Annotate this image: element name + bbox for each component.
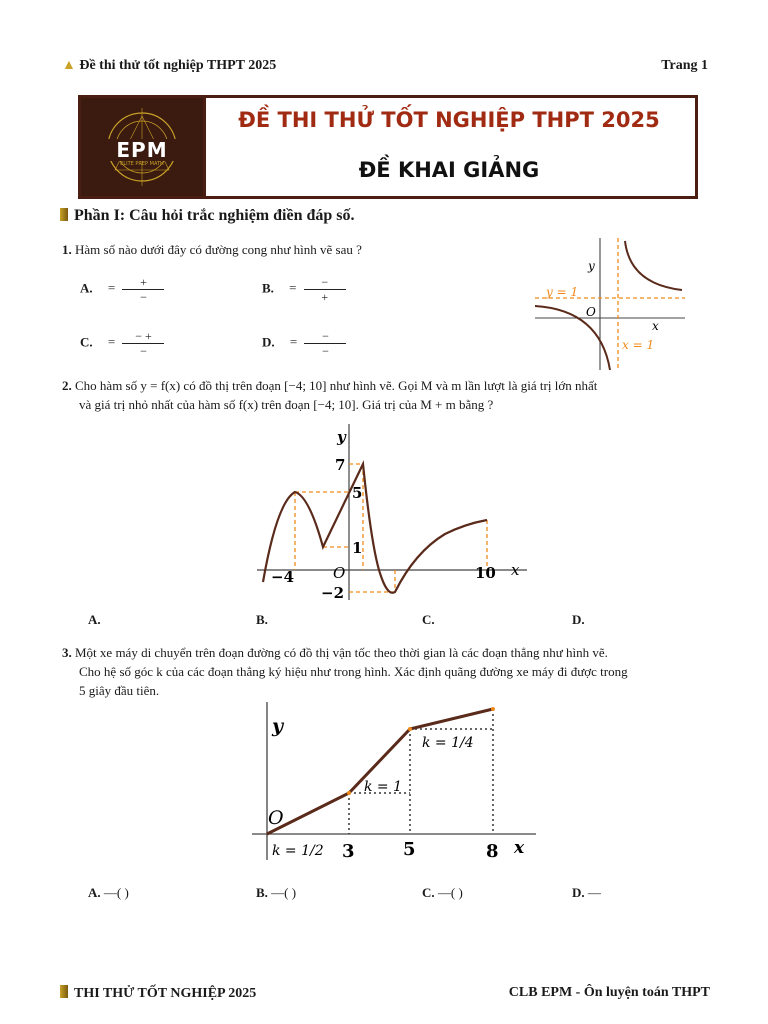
q3-option-a[interactable]: A. —( ) [88, 885, 129, 900]
q3-option-b[interactable]: B. —( ) [256, 885, 297, 900]
q3-tick-8: 8 [486, 841, 499, 862]
q3-x-label: x [514, 838, 525, 858]
logo-subtext: ELITE PREP MATH [120, 161, 164, 167]
page-footer-left: THI THỬ TỐT NGHIỆP 2025 [60, 985, 256, 1002]
footer-bullet-icon [60, 985, 68, 998]
q2-option-a[interactable]: A. [88, 612, 101, 627]
title-banner [78, 95, 698, 199]
question-1: 1. Hàm số nào dưới đây có đường cong như hình vẽ sau ? [62, 242, 362, 257]
question-3: 3. Một xe máy di chuyển trên đoạn đường có đồ thị vận tốc theo thời gian là các đoạn thẳng như hình vẽ. Cho hệ số góc k của các đoạn thẳng ký hiệu như trong hình. Xác định quãng đường xe máy đi được trong 5 giây đầu tiên. [62, 645, 628, 698]
section-bullet-icon [60, 208, 68, 221]
q1-y-label: y [588, 259, 595, 273]
q3-k1-label: k = 1/2 [272, 843, 324, 859]
q1-option-c[interactable]: C. = $\frac{- +}{-}$ [80, 329, 164, 358]
exam-subtitle: ĐỀ KHAI GIẢNG [358, 158, 540, 182]
q3-graph [250, 700, 540, 868]
epm-logo [81, 98, 203, 196]
logo-text: EPM [116, 138, 168, 162]
q3-tick-3: 3 [342, 841, 355, 862]
q3-option-c[interactable]: C. —( ) [422, 885, 463, 900]
q1-h-asymptote-label: y = 1 [546, 285, 579, 299]
page-number: Trang 1 [661, 58, 708, 73]
q1-option-d[interactable]: D. = $\frac{-}{-}$ [262, 329, 346, 358]
q2-label-1: 1 [352, 539, 363, 557]
q1-curve-right [625, 241, 682, 290]
question-2: 2. Cho hàm số y = f(x) có đồ thị trên đoạn [−4; 10] như hình vẽ. Gọi M và m lần lượt là giá trị lớn nhất và giá trị nhỏ nhất của hàm số f(x) trên đoạn [−4; 10]. Giá trị của M + m bằng ? [62, 378, 598, 412]
q3-y-label: y [272, 715, 284, 737]
q1-curve-left [535, 306, 610, 370]
q2-y-label: y [337, 428, 346, 446]
pencil-icon: ▲ [62, 58, 76, 73]
section-heading: Phần I: Câu hỏi trắc nghiệm điền đáp số. [60, 207, 355, 225]
q1-x-label: x [652, 319, 659, 333]
q2-label-10: 10 [475, 564, 496, 582]
q2-x-label: x [511, 561, 520, 579]
q1-option-b[interactable]: B. = $\frac{-}{+}$ [262, 275, 346, 304]
q2-curve [263, 464, 487, 593]
exam-title: ĐỀ THI THỬ TỐT NGHIỆP THPT 2025 [238, 108, 660, 132]
q3-option-d[interactable]: D. — [572, 885, 601, 900]
q3-k2-label: k = 1 [364, 779, 403, 795]
q1-origin-label: O [586, 305, 596, 319]
page-footer-right: CLB EPM - Ôn luyện toán THPT [508, 985, 710, 1000]
q2-option-b[interactable]: B. [256, 612, 268, 627]
q3-velocity-line [267, 709, 493, 834]
q2-label-7: 7 [335, 456, 346, 474]
q1-graph [530, 236, 690, 372]
q3-tick-5: 5 [403, 839, 416, 860]
q2-label-5: 5 [352, 484, 363, 502]
q2-graph [255, 422, 530, 604]
q1-option-a[interactable]: A. = $\frac{+}{-}$ [80, 275, 164, 304]
q3-origin-label: O [268, 807, 284, 829]
q2-label-neg2: −2 [321, 584, 345, 602]
q2-option-c[interactable]: C. [422, 612, 435, 627]
q3-k3-label: k = 1/4 [422, 735, 474, 751]
q1-v-asymptote-label: x = 1 [622, 338, 655, 352]
q2-origin-label: O [333, 564, 346, 582]
q2-label-neg4: −4 [271, 568, 295, 586]
page-header-left: ▲ Đề thi thử tốt nghiệp THPT 2025 [62, 58, 277, 73]
q2-option-d[interactable]: D. [572, 612, 585, 627]
